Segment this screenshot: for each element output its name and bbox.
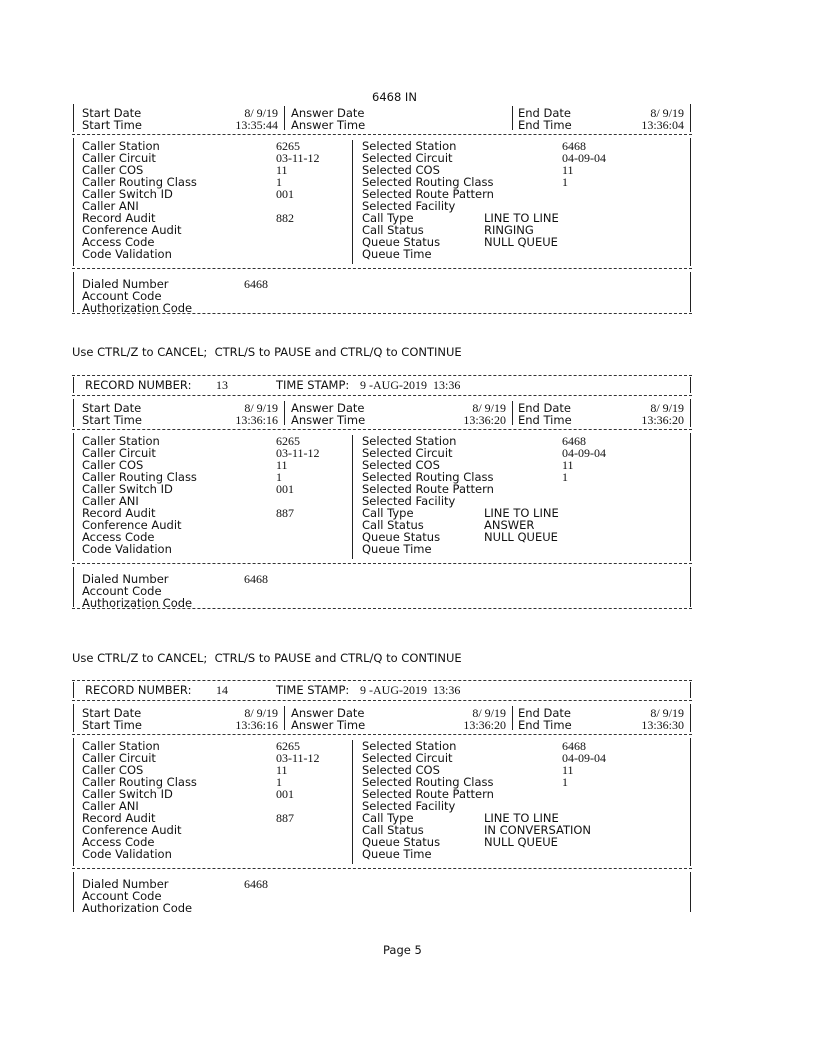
page-number: Page 5 <box>383 943 422 957</box>
report-title: 6468 IN <box>372 90 417 104</box>
vertical-rule <box>512 401 513 425</box>
caller-station-value: 6265 <box>276 739 300 753</box>
end-date-value: 8/ 9/19 <box>650 706 684 720</box>
caller-circuit-value: 03-11-12 <box>276 151 320 165</box>
selected-station-value: 6468 <box>562 739 586 753</box>
vertical-rule <box>690 682 691 698</box>
dialed-number-label: Dialed Number <box>82 877 169 891</box>
access-code-label: Access Code <box>82 530 155 544</box>
record-audit-label: Record Audit <box>82 811 156 825</box>
caller-cos-label: Caller COS <box>82 458 144 472</box>
start-date-label: Start Date <box>82 706 142 720</box>
vertical-rule <box>352 740 353 864</box>
record-audit-value: 887 <box>276 811 294 825</box>
vertical-rule <box>73 104 74 132</box>
account-code-label: Account Code <box>82 289 162 303</box>
end-time-label: End Time <box>518 718 572 732</box>
access-code-label: Access Code <box>82 235 155 249</box>
vertical-rule <box>284 401 285 425</box>
conference-audit-label: Conference Audit <box>82 223 182 237</box>
start-time-label: Start Time <box>82 413 142 427</box>
record-header-rule-top <box>72 680 692 681</box>
queue-status-label: Queue Status <box>362 530 441 544</box>
selected-cos-value: 11 <box>562 163 574 177</box>
time-stamp-value: 9 -AUG-2019 13:36 <box>360 378 461 392</box>
record-audit-value: 887 <box>276 506 294 520</box>
selected-routing-class-label: Selected Routing Class <box>362 470 494 484</box>
selected-station-value: 6468 <box>562 434 586 448</box>
start-date-value: 8/ 9/19 <box>244 401 278 415</box>
selected-cos-value: 11 <box>562 458 574 472</box>
queue-time-label: Queue Time <box>362 847 432 861</box>
caller-circuit-label: Caller Circuit <box>82 151 156 165</box>
vertical-rule <box>73 567 74 607</box>
answer-date-value: 8/ 9/19 <box>472 401 506 415</box>
vertical-rule <box>690 104 691 132</box>
selected-route-pattern-label: Selected Route Pattern <box>362 482 494 496</box>
selected-cos-value: 11 <box>562 763 574 777</box>
call-status-value: RINGING <box>484 223 534 237</box>
selected-facility-label: Selected Facility <box>362 199 456 213</box>
call-type-label: Call Type <box>362 506 414 520</box>
selected-routing-class-value: 1 <box>562 470 568 484</box>
end-time-label: End Time <box>518 118 572 132</box>
record-number-label: RECORD NUMBER: <box>85 378 192 392</box>
code-validation-label: Code Validation <box>82 847 172 861</box>
caller-station-value: 6265 <box>276 139 300 153</box>
call-status-value: IN CONVERSATION <box>484 823 592 837</box>
selected-routing-class-value: 1 <box>562 775 568 789</box>
selected-circuit-label: Selected Circuit <box>362 446 453 460</box>
end-time-value: 13:36:04 <box>641 118 684 132</box>
record-audit-value: 882 <box>276 211 294 225</box>
start-date-value: 8/ 9/19 <box>244 706 278 720</box>
caller-cos-value: 11 <box>276 458 288 472</box>
authorization-code-label: Authorization Code <box>82 301 193 315</box>
queue-status-value: NULL QUEUE <box>484 530 558 544</box>
selected-cos-label: Selected COS <box>362 163 440 177</box>
selected-route-pattern-label: Selected Route Pattern <box>362 187 494 201</box>
vertical-rule <box>690 272 691 312</box>
detail-rule-bottom <box>72 563 692 564</box>
vertical-rule <box>73 738 74 866</box>
detail-rule-bottom <box>72 868 692 869</box>
start-time-label: Start Time <box>82 118 142 132</box>
detail-rule-top <box>72 134 692 135</box>
vertical-rule <box>73 704 74 732</box>
caller-routing-class-label: Caller Routing Class <box>82 175 197 189</box>
caller-switch-id-value: 001 <box>276 787 294 801</box>
end-date-value: 8/ 9/19 <box>650 401 684 415</box>
detail-rule-top <box>72 734 692 735</box>
caller-cos-label: Caller COS <box>82 163 144 177</box>
control-notice: Use CTRL/Z to CANCEL; CTRL/S to PAUSE and CTRL/Q to CONTINUE <box>72 345 462 359</box>
selected-routing-class-label: Selected Routing Class <box>362 175 494 189</box>
answer-time-label: Answer Time <box>291 118 366 132</box>
dialed-number-value: 6468 <box>244 277 268 291</box>
dialed-number-value: 6468 <box>244 877 268 891</box>
selected-cos-label: Selected COS <box>362 458 440 472</box>
vertical-rule <box>512 706 513 730</box>
end-date-label: End Date <box>518 106 571 120</box>
selected-facility-label: Selected Facility <box>362 799 456 813</box>
caller-switch-id-label: Caller Switch ID <box>82 787 173 801</box>
vertical-rule <box>73 138 74 266</box>
queue-status-value: NULL QUEUE <box>484 835 558 849</box>
selected-station-label: Selected Station <box>362 434 457 448</box>
caller-circuit-label: Caller Circuit <box>82 751 156 765</box>
time-stamp-value: 9 -AUG-2019 13:36 <box>360 683 461 697</box>
caller-routing-class-value: 1 <box>276 175 282 189</box>
start-date-label: Start Date <box>82 106 142 120</box>
end-date-value: 8/ 9/19 <box>650 106 684 120</box>
caller-circuit-value: 03-11-12 <box>276 751 320 765</box>
caller-ani-label: Caller ANI <box>82 799 139 813</box>
queue-time-label: Queue Time <box>362 542 432 556</box>
access-code-label: Access Code <box>82 835 155 849</box>
selected-circuit-label: Selected Circuit <box>362 751 453 765</box>
account-code-label: Account Code <box>82 889 162 903</box>
answer-time-label: Answer Time <box>291 413 366 427</box>
vertical-rule <box>73 399 74 427</box>
account-code-label: Account Code <box>82 584 162 598</box>
caller-ani-label: Caller ANI <box>82 494 139 508</box>
code-validation-label: Code Validation <box>82 542 172 556</box>
selected-circuit-value: 04-09-04 <box>562 151 606 165</box>
queue-status-value: NULL QUEUE <box>484 235 558 249</box>
caller-switch-id-label: Caller Switch ID <box>82 187 173 201</box>
detail-rule-bottom <box>72 268 692 269</box>
conference-audit-label: Conference Audit <box>82 823 182 837</box>
selected-routing-class-label: Selected Routing Class <box>362 775 494 789</box>
end-time-label: End Time <box>518 413 572 427</box>
queue-status-label: Queue Status <box>362 835 441 849</box>
start-date-label: Start Date <box>82 401 142 415</box>
caller-routing-class-value: 1 <box>276 470 282 484</box>
vertical-rule <box>690 399 691 427</box>
selected-routing-class-value: 1 <box>562 175 568 189</box>
selected-station-value: 6468 <box>562 139 586 153</box>
start-date-value: 8/ 9/19 <box>244 106 278 120</box>
selected-circuit-value: 04-09-04 <box>562 751 606 765</box>
start-time-value: 13:35:44 <box>235 118 278 132</box>
authorization-code-label: Authorization Code <box>82 901 193 915</box>
caller-station-label: Caller Station <box>82 434 160 448</box>
queue-time-label: Queue Time <box>362 247 432 261</box>
vertical-rule <box>284 706 285 730</box>
selected-circuit-label: Selected Circuit <box>362 151 453 165</box>
answer-date-label: Answer Date <box>291 401 365 415</box>
code-validation-label: Code Validation <box>82 247 172 261</box>
dialed-number-label: Dialed Number <box>82 277 169 291</box>
selected-cos-label: Selected COS <box>362 763 440 777</box>
answer-time-value: 13:36:20 <box>463 718 506 732</box>
vertical-rule <box>690 433 691 561</box>
vertical-rule <box>690 872 691 912</box>
dialed-number-label: Dialed Number <box>82 572 169 586</box>
record-number-value: 13 <box>216 378 228 392</box>
caller-cos-value: 11 <box>276 763 288 777</box>
time-stamp-label: TIME STAMP: <box>276 378 350 392</box>
selected-station-label: Selected Station <box>362 739 457 753</box>
caller-station-value: 6265 <box>276 434 300 448</box>
vertical-rule <box>690 738 691 866</box>
vertical-rule <box>73 272 74 312</box>
caller-routing-class-label: Caller Routing Class <box>82 775 197 789</box>
end-time-value: 13:36:20 <box>641 413 684 427</box>
queue-status-label: Queue Status <box>362 235 441 249</box>
call-type-label: Call Type <box>362 211 414 225</box>
call-status-label: Call Status <box>362 518 424 532</box>
vertical-rule <box>352 435 353 559</box>
start-time-value: 13:36:16 <box>235 718 278 732</box>
caller-cos-label: Caller COS <box>82 763 144 777</box>
call-type-value: LINE TO LINE <box>484 211 559 225</box>
answer-time-label: Answer Time <box>291 718 366 732</box>
call-type-value: LINE TO LINE <box>484 506 559 520</box>
end-date-label: End Date <box>518 401 571 415</box>
vertical-rule <box>73 682 74 698</box>
detail-rule-top <box>72 429 692 430</box>
record-audit-label: Record Audit <box>82 211 156 225</box>
vertical-rule <box>690 138 691 266</box>
record-audit-label: Record Audit <box>82 506 156 520</box>
start-time-label: Start Time <box>82 718 142 732</box>
vertical-rule <box>284 106 285 130</box>
vertical-rule <box>73 872 74 912</box>
start-time-value: 13:36:16 <box>235 413 278 427</box>
answer-date-label: Answer Date <box>291 706 365 720</box>
time-stamp-label: TIME STAMP: <box>276 683 350 697</box>
caller-station-label: Caller Station <box>82 739 160 753</box>
selected-route-pattern-label: Selected Route Pattern <box>362 787 494 801</box>
selected-circuit-value: 04-09-04 <box>562 446 606 460</box>
selected-station-label: Selected Station <box>362 139 457 153</box>
caller-routing-class-value: 1 <box>276 775 282 789</box>
conference-audit-label: Conference Audit <box>82 518 182 532</box>
caller-routing-class-label: Caller Routing Class <box>82 470 197 484</box>
caller-switch-id-value: 001 <box>276 187 294 201</box>
caller-switch-id-value: 001 <box>276 482 294 496</box>
answer-time-value: 13:36:20 <box>463 413 506 427</box>
authorization-code-label: Authorization Code <box>82 596 193 610</box>
caller-circuit-value: 03-11-12 <box>276 446 320 460</box>
call-status-label: Call Status <box>362 823 424 837</box>
vertical-rule <box>73 433 74 561</box>
record-number-value: 14 <box>216 683 228 697</box>
record-header-rule-bottom <box>72 395 692 396</box>
caller-cos-value: 11 <box>276 163 288 177</box>
vertical-rule <box>352 140 353 264</box>
call-status-label: Call Status <box>362 223 424 237</box>
answer-date-value: 8/ 9/19 <box>472 706 506 720</box>
dialed-number-value: 6468 <box>244 572 268 586</box>
caller-switch-id-label: Caller Switch ID <box>82 482 173 496</box>
vertical-rule <box>690 704 691 732</box>
caller-circuit-label: Caller Circuit <box>82 446 156 460</box>
vertical-rule <box>512 106 513 130</box>
vertical-rule <box>690 567 691 607</box>
caller-station-label: Caller Station <box>82 139 160 153</box>
record-header-rule-bottom <box>72 700 692 701</box>
call-status-value: ANSWER <box>484 518 535 532</box>
end-time-value: 13:36:30 <box>641 718 684 732</box>
call-type-label: Call Type <box>362 811 414 825</box>
selected-facility-label: Selected Facility <box>362 494 456 508</box>
answer-date-label: Answer Date <box>291 106 365 120</box>
record-header-rule-top <box>72 375 692 376</box>
vertical-rule <box>73 377 74 393</box>
record-end-rule <box>72 313 692 314</box>
call-type-value: LINE TO LINE <box>484 811 559 825</box>
record-number-label: RECORD NUMBER: <box>85 683 192 697</box>
caller-ani-label: Caller ANI <box>82 199 139 213</box>
record-end-rule <box>72 608 692 609</box>
end-date-label: End Date <box>518 706 571 720</box>
vertical-rule <box>690 377 691 393</box>
control-notice: Use CTRL/Z to CANCEL; CTRL/S to PAUSE and CTRL/Q to CONTINUE <box>72 651 462 665</box>
